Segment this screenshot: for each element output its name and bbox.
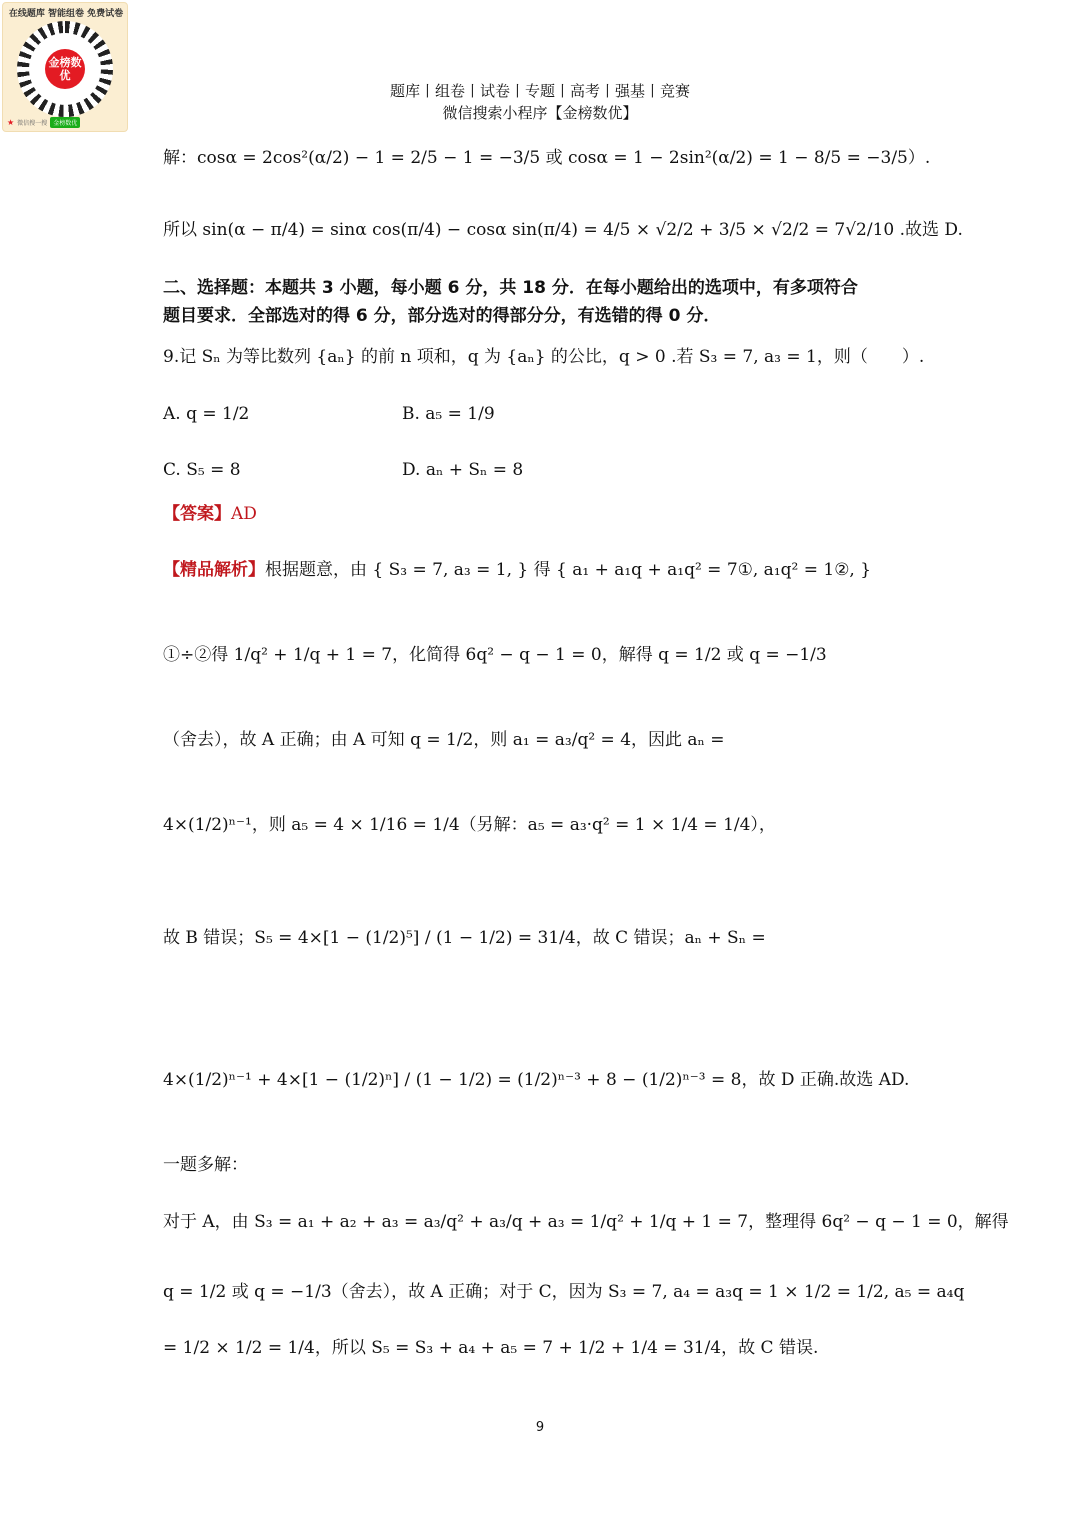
answer-label: 【答案】 [163,504,231,524]
analysis-step-2: （舍去），故 A 正确；由 A 可知 q = 1/2，则 a₁ = a₃/q² = 4，因此 aₙ = [163,730,725,750]
option-c: C. S₅ = 8 [163,460,241,480]
section-heading-cont: 题目要求．全部选对的得 6 分，部分选对的得部分分，有选错的得 0 分． [163,306,721,326]
question-9: 9.记 Sₙ 为等比数列 {aₙ} 的前 n 项和，q 为 {aₙ} 的公比，q > 0 .若 S₃ = 7, a₃ = 1，则（ ）. [163,347,925,367]
header-nav: 题库丨组卷丨试卷丨专题丨高考丨强基丨竞赛 [389,82,690,100]
multi-solution-heading: 一题多解： [163,1155,248,1175]
solution-line-2: 所以 sin(α − π/4) = sinα cos(π/4) − cosα sin(π/4) = 4/5 × √2/2 + 3/5 × √2/2 = 7√2/10 .故选 D. [163,220,963,240]
answer-value: AD [231,504,257,524]
section-heading: 二、选择题：本题共 3 小题，每小题 6 分，共 18 分．在每小题给出的选项中，有多项符合 [163,278,858,298]
logo-arc-text: 在线题库 智能组卷 免费试卷 [8,9,124,19]
analysis-label: 【精品解析】 [163,560,265,580]
multi-solution-2: q = 1/2 或 q = −1/3（舍去），故 A 正确；对于 C，因为 S₃ = 7, a₄ = a₃q = 1 × 1/2 = 1/2, a₅ = a₄q [163,1282,965,1302]
star-icon: ★ [7,118,15,127]
multi-solution-3: = 1/2 × 1/2 = 1/4，所以 S₅ = S₃ + a₄ + a₅ = 7 + 1/2 + 1/4 = 31/4，故 C 错误. [163,1338,819,1358]
option-d: D. aₙ + Sₙ = 8 [402,460,524,480]
multi-solution-1: 对于 A，由 S₃ = a₁ + a₂ + a₃ = a₃/q² + a₃/q + a₃ = 1/q² + 1/q + 1 = 7，整理得 6q² − q − 1 = 0，解得 [163,1212,1009,1232]
answer-row [163,504,257,524]
header-subtitle: 微信搜索小程序【金榜数优】 [442,104,638,122]
page-number: 9 [535,1420,545,1435]
analysis-step-4: 故 B 错误；S₅ = 4×[1 − (1/2)⁵] / (1 − 1/2) = 31/4，故 C 错误；aₙ + Sₙ = [163,928,766,948]
brand-seal: 金榜数优 [45,49,85,89]
logo-footer: ★ 微信搜一搜 金榜数优 [7,117,125,128]
option-a: A. q = 1/2 [163,404,250,424]
analysis-row [163,560,871,580]
analysis-step-3: 4×(1/2)ⁿ⁻¹，则 a₅ = 4 × 1/16 = 1/4（另解：a₅ = a₃·q² = 1 × 1/4 = 1/4）， [163,815,776,835]
analysis-step-1: ①÷②得 1/q² + 1/q + 1 = 7，化简得 6q² − q − 1 = 0，解得 q = 1/2 或 q = −1/3 [163,645,827,665]
option-b: B. a₅ = 1/9 [402,404,495,424]
analysis-text: 根据题意，由 { S₃ = 7, a₃ = 1, } 得 { a₁ + a₁q + a₁q² = 7①, a₁q² = 1②, } [265,560,872,580]
solution-line-1: 解：cosα = 2cos²(α/2) − 1 = 2/5 − 1 = −3/5 或 cosα = 1 − 2sin²(α/2) = 1 − 8/5 = −3/5）. [163,148,931,168]
analysis-step-5: 4×(1/2)ⁿ⁻¹ + 4×[1 − (1/2)ⁿ] / (1 − 1/2) = (1/2)ⁿ⁻³ + 8 − (1/2)ⁿ⁻³ = 8，故 D 正确.故选 AD. [163,1070,910,1090]
search-badge: 金榜数优 [50,117,80,128]
